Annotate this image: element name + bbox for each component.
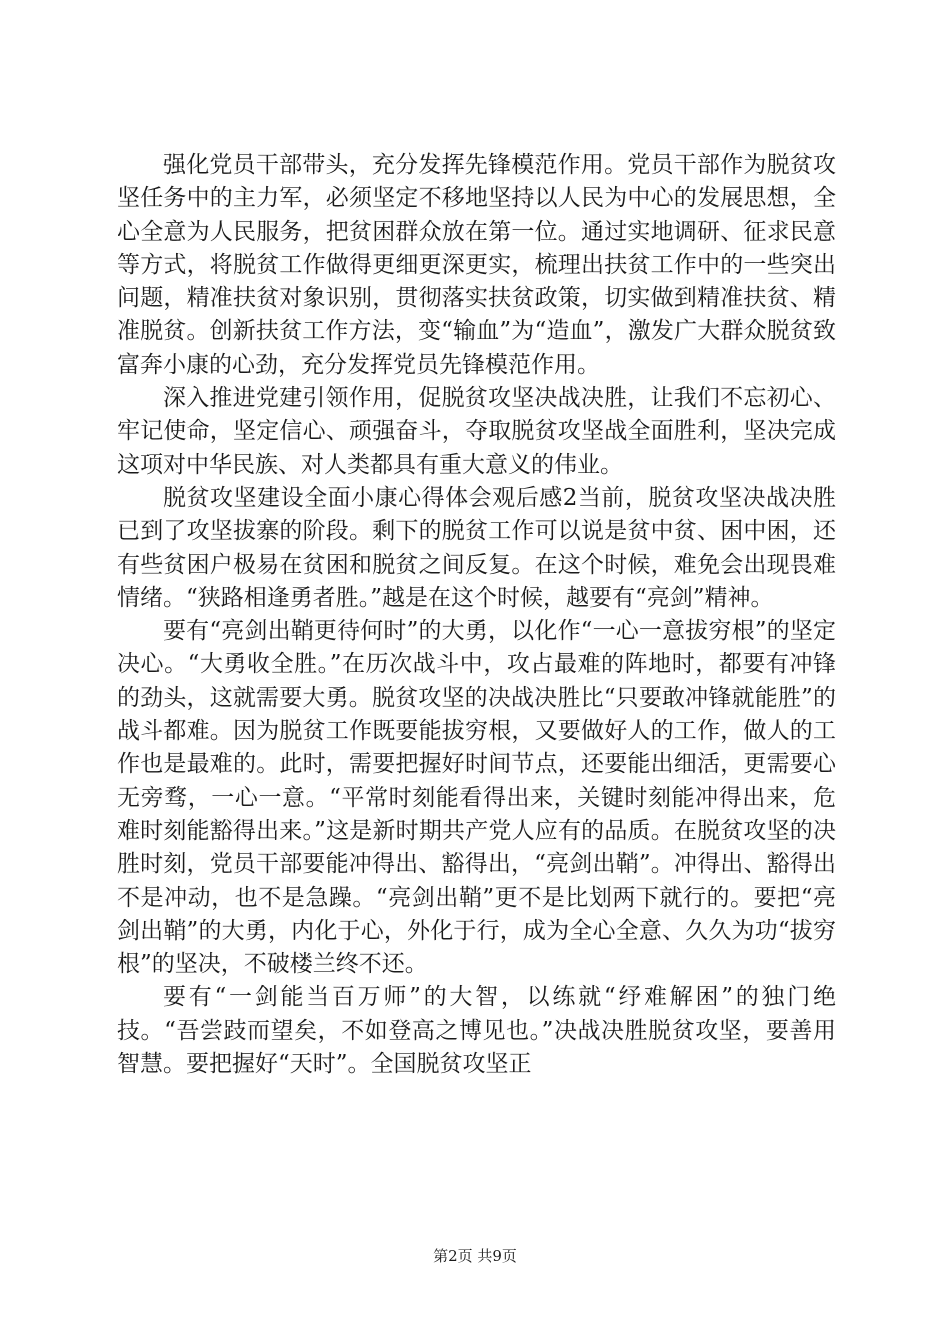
page-number-footer: 第2页 共9页: [433, 1247, 517, 1265]
document-body: [117, 149, 836, 1081]
paragraph-reflection-2: 脱贫攻坚建设全面小康心得体会观后感2当前，脱贫攻坚决战决胜已到了攻坚拔寨的阶段。剩下的脱贫工作可以说是贫中贫、困中困，还有些贫困户极易在贫困和脱贫之间反复。在这个时候，难免会出现畏难情绪。“狭路相逢勇者胜。”越是在这个时候，越要有“亮剑”精神。: [117, 484, 836, 611]
paragraph-party-building: 深入推进党建引领作用，促脱贫攻坚决战决胜，让我们不忘初心、牢记使命，坚定信心、顽强奋斗，夺取脱贫攻坚战全面胜利，坚决完成这项对中华民族、对人类都具有重大意义的伟业。: [117, 385, 836, 478]
paragraph-great-wisdom: 要有“一剑能当百万师”的大智，以练就“纾难解困”的独门绝技。“吾尝跂而望矣，不如登高之博见也。”决战决胜脱贫攻坚，要善用智慧。要把握好“天时”。全国脱贫攻坚正: [117, 984, 836, 1078]
paragraph-great-courage: 要有“亮剑出鞘更待何时”的大勇，以化作“一心一意拔穷根”的坚定决心。“大勇收全胜。”在历次战斗中，攻占最难的阵地时，都要有冲锋的劲头，这就需要大勇。脱贫攻坚的决战决胜比“只要敢冲锋就能胜”的战斗都难。因为脱贫工作既要能拔穷根，又要做好人的工作，做人的工作也是最难的。此时，需要把握好时间节点，还要能出细活，更需要心无旁骛，一心一意。“平常时刻能看得出来，关键时刻能冲得出来，危难时刻能豁得出来。”这是新时期共产党人应有的品质。在脱贫攻坚的决胜时刻，党员干部要能冲得出、豁得出，“亮剑出鞘”。冲得出、豁得出不是冲动，也不是急躁。“亮剑出鞘”更不是比划两下就行的。要把“亮剑出鞘”的大勇，内化于心，外化于行，成为全心全意、久久为功“拔穷根”的坚决，不破楼兰终不还。: [117, 618, 836, 978]
paragraph-party-members-lead: 强化党员干部带头，充分发挥先锋模范作用。党员干部作为脱贫攻坚任务中的主力军，必须坚定不移地坚持以人民为中心的发展思想，全心全意为人民服务，把贫困群众放在第一位。通过实地调研、征求民意等方式，将脱贫工作做得更细更深更实，梳理出扶贫工作中的一些突出问题，精准扶贫对象识别，贯彻落实扶贫政策，切实做到精准扶贫、精准脱贫。创新扶贫工作方法，变“输血”为“造血”，激发广大群众脱贫致富奔小康的心劲，充分发挥党员先锋模范作用。: [117, 152, 836, 378]
